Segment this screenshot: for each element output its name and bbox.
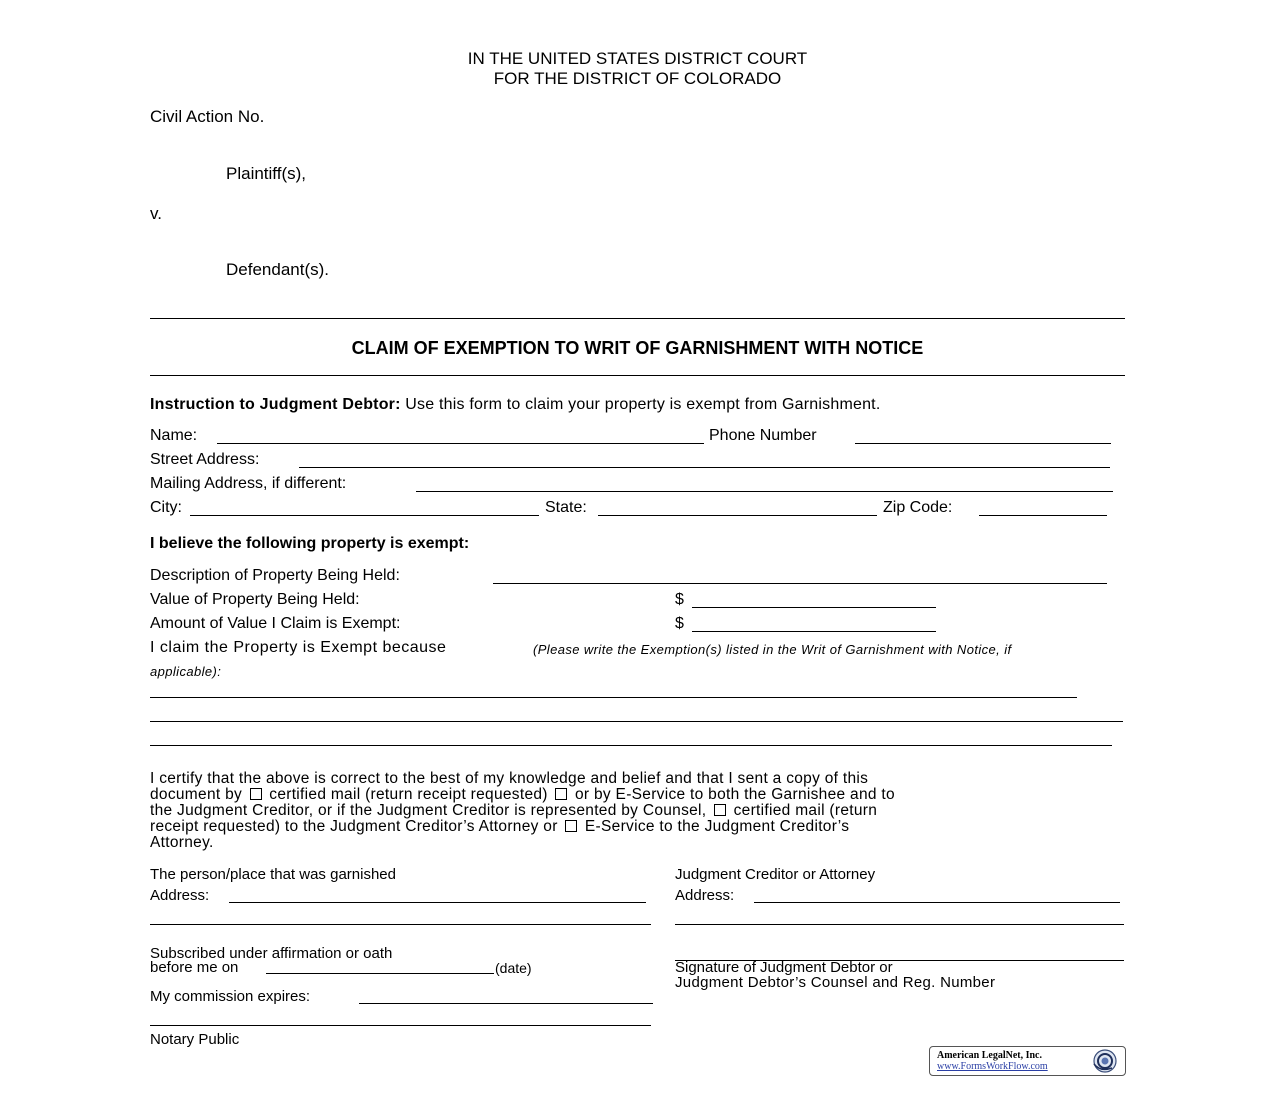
form-title: CLAIM OF EXEMPTION TO WRIT OF GARNISHMENT WITH NOTICE	[351, 338, 924, 358]
certification-line-3	[150, 803, 1125, 819]
certification-line-1: I certify that the above is correct to the best of my knowledge and belief and that I sent a copy of this	[150, 770, 869, 787]
signature-label-1: Signature of Judgment Debtor or	[675, 959, 893, 976]
court-name-line-1: IN THE UNITED STATES DISTRICT COURT	[467, 49, 808, 68]
city-field[interactable]	[190, 515, 539, 516]
property-value-field[interactable]	[692, 607, 936, 608]
street-address-field[interactable]	[299, 467, 1110, 468]
certification-line-5: Attorney.	[150, 834, 214, 851]
creditor-label: Judgment Creditor or Attorney	[675, 866, 876, 883]
city-label: City:	[150, 499, 182, 516]
property-value-label: Value of Property Being Held:	[150, 591, 360, 608]
name-field[interactable]	[217, 443, 704, 444]
garnishee-address-label: Address:	[150, 887, 210, 904]
certification-text: document by	[150, 786, 243, 803]
certification-text: certified mail (return receipt requested)	[269, 786, 548, 803]
e-service-checkbox-2[interactable]	[565, 820, 577, 832]
creditor-address-label: Address:	[675, 887, 735, 904]
subscribed-label-1: Subscribed under affirmation or oath	[150, 945, 393, 962]
defendant-label: Defendant(s).	[226, 260, 329, 279]
subscribed-label-2: before me on	[150, 959, 239, 976]
claim-reason-line-3[interactable]	[150, 745, 1112, 746]
state-field[interactable]	[598, 515, 877, 516]
logo-url-link[interactable]: www.FormsWorkFlow.com	[937, 1061, 1048, 1072]
certification-text: or by E-Service to both the Garnishee and to	[574, 786, 895, 803]
certification-text: receipt requested) to the Judgment Creditor’s Attorney or	[150, 818, 558, 835]
claim-reason-note-1: (Please write the Exemption(s) listed in the Writ of Garnishment with Notice, if	[533, 642, 1012, 657]
certified-mail-checkbox-2[interactable]	[714, 804, 726, 816]
e-service-checkbox-1[interactable]	[555, 788, 567, 800]
globe-swirl-icon	[1090, 1048, 1118, 1074]
date-label: (date)	[495, 960, 532, 976]
phone-field[interactable]	[855, 443, 1111, 444]
claim-reason-line-1[interactable]	[150, 697, 1077, 698]
certified-mail-checkbox-1[interactable]	[250, 788, 262, 800]
instruction-text: Use this form to claim your property is exempt from Garnishment.	[405, 396, 881, 413]
signature-label-2: Judgment Debtor’s Counsel and Reg. Number	[675, 974, 996, 991]
claim-reason-note-2: applicable):	[150, 664, 222, 679]
commission-label: My commission expires:	[150, 988, 311, 1005]
property-description-field[interactable]	[493, 583, 1107, 584]
exempt-amount-dollar: $	[675, 615, 684, 632]
property-heading: I believe the following property is exempt:	[150, 535, 470, 552]
exempt-amount-label: Amount of Value I Claim is Exempt:	[150, 615, 401, 632]
exempt-amount-field[interactable]	[692, 631, 936, 632]
title-top-rule	[150, 318, 1125, 319]
american-legalnet-logo[interactable]	[929, 1046, 1126, 1076]
garnishee-label: The person/place that was garnished	[150, 866, 396, 883]
certification-text: certified mail (return	[733, 802, 878, 819]
notary-signature-line[interactable]	[150, 1025, 651, 1026]
notary-public-label: Notary Public	[150, 1031, 240, 1048]
claim-reason-line-2[interactable]	[150, 721, 1123, 722]
certification-text: the Judgment Creditor, or if the Judgment Creditor is represented by Counsel,	[150, 802, 707, 819]
subscribed-date-field[interactable]	[266, 973, 494, 974]
mailing-address-label: Mailing Address, if different:	[150, 475, 347, 492]
street-address-label: Street Address:	[150, 451, 260, 468]
plaintiff-label: Plaintiff(s),	[226, 164, 306, 183]
commission-field[interactable]	[359, 1003, 653, 1004]
zip-label: Zip Code:	[883, 499, 953, 516]
garnishee-address-field-1[interactable]	[229, 902, 646, 903]
phone-label: Phone Number	[709, 427, 817, 444]
name-label: Name:	[150, 427, 198, 444]
property-description-label: Description of Property Being Held:	[150, 567, 400, 584]
creditor-address-field-1[interactable]	[754, 902, 1120, 903]
certification-text: E-Service to the Judgment Creditor’s	[584, 818, 850, 835]
claim-reason-label: I claim the Property is Exempt because	[150, 639, 447, 656]
logo-company-name: American LegalNet, Inc.	[937, 1050, 1042, 1061]
certification-line-4	[150, 819, 1125, 835]
instruction	[150, 396, 880, 414]
state-label: State:	[545, 499, 587, 516]
court-name-line-2: FOR THE DISTRICT OF COLORADO	[493, 69, 782, 88]
versus-label: v.	[150, 204, 162, 223]
creditor-address-field-2[interactable]	[675, 924, 1124, 925]
zip-field[interactable]	[979, 515, 1107, 516]
instruction-label: Instruction to Judgment Debtor:	[150, 396, 401, 413]
mailing-address-field[interactable]	[416, 491, 1113, 492]
property-value-dollar: $	[675, 591, 684, 608]
title-bottom-rule	[150, 375, 1125, 376]
certification-line-2	[150, 787, 1125, 803]
civil-action-label: Civil Action No.	[150, 107, 265, 126]
certification-paragraph	[150, 771, 1125, 851]
garnishee-address-field-2[interactable]	[150, 924, 651, 925]
